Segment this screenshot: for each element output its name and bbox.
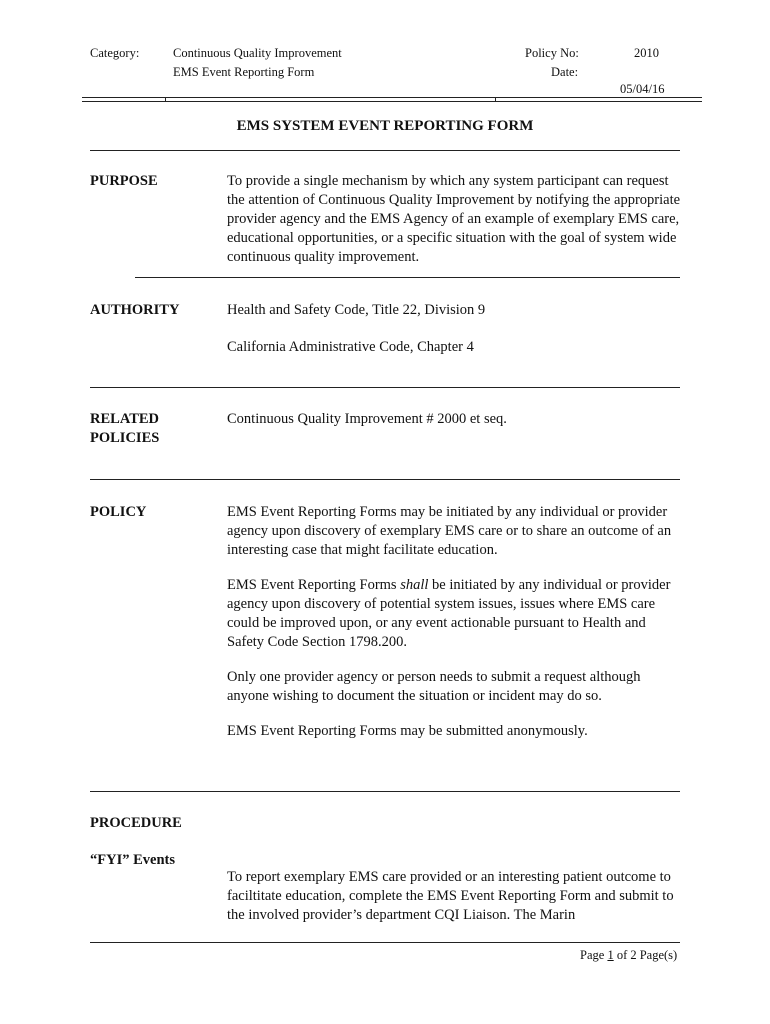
authority-line2: California Administrative Code, Chapter 4 (227, 339, 474, 355)
related-heading-line2: POLICIES (90, 430, 160, 446)
authority-heading: AUTHORITY (90, 302, 180, 318)
policy-paragraph-3: Only one provider agency or person needs to submit a request although anyone wishing to document the situation or incident may do so. (227, 669, 641, 704)
related-text: Continuous Quality Improvement # 2000 et seq. (227, 411, 507, 427)
date-value: 05/04/16 (620, 82, 665, 96)
policy-paragraph-4: EMS Event Reporting Forms may be submitted anonymously. (227, 723, 588, 739)
policy-divider (90, 791, 680, 792)
policy-p2-before: EMS Event Reporting Forms (227, 577, 401, 593)
fyi-events-subheading: “FYI” Events (90, 852, 175, 868)
policy-body (227, 503, 682, 757)
document-title: EMS SYSTEM EVENT REPORTING FORM (236, 118, 534, 134)
header-rule (82, 97, 702, 102)
category-value-line1: Continuous Quality Improvement (173, 46, 342, 60)
policy-p2-emphasis: shall (400, 577, 429, 593)
policy-paragraph-1: EMS Event Reporting Forms may be initiated by any individual or provider agency upon discovery of exemplary EMS care or to share an outcome of an interesting case that might facilitate education. (227, 504, 672, 558)
policy-heading: POLICY (90, 504, 147, 520)
purpose-divider (135, 277, 680, 278)
category-label: Category: (90, 46, 140, 60)
date-label: Date: (551, 65, 579, 79)
page-prefix: Page (580, 948, 608, 962)
purpose-text: To provide a single mechanism by which any system participant can request the attention of Continuous Quality Improvement by notifying the appropriate provider agency and the EMS Agency of an example of exemplary EMS care, educational opportunities, or a specific situation with the goal of system wide continuous quality improvement. (227, 173, 681, 265)
procedure-heading: PROCEDURE (90, 815, 182, 831)
page-number (580, 948, 677, 963)
related-divider (90, 479, 680, 480)
authority-divider (90, 387, 680, 388)
header-rule-tick-right (495, 97, 496, 102)
header-rule-tick-left (165, 97, 166, 102)
related-heading-line1: RELATED (90, 411, 160, 427)
purpose-heading: PURPOSE (90, 173, 158, 189)
procedure-text: To report exemplary EMS care provided or an interesting patient outcome to faciltitate education, complete the EMS Event Reporting Form and submit to the involved provider’s department CQI Liaison. The Marin (227, 869, 674, 923)
authority-line1: Health and Safety Code, Title 22, Division 9 (227, 302, 486, 318)
category-value-line2: EMS Event Reporting Form (173, 65, 315, 79)
title-divider (90, 150, 680, 151)
policy-p2-after: be initiated by any individual or provider agency upon discovery of potential system issues, issues where EMS care could be improved upon, or any event actionable pursuant to Health and Safety Code Section 1798.200. (227, 577, 671, 650)
page-current: 1 (607, 948, 614, 962)
policy-no-value: 2010 (634, 46, 659, 60)
footer-divider (90, 942, 680, 943)
policy-no-label: Policy No: (525, 46, 579, 60)
page-suffix: of 2 Page(s) (613, 948, 678, 962)
policy-paragraph-2 (227, 576, 682, 652)
